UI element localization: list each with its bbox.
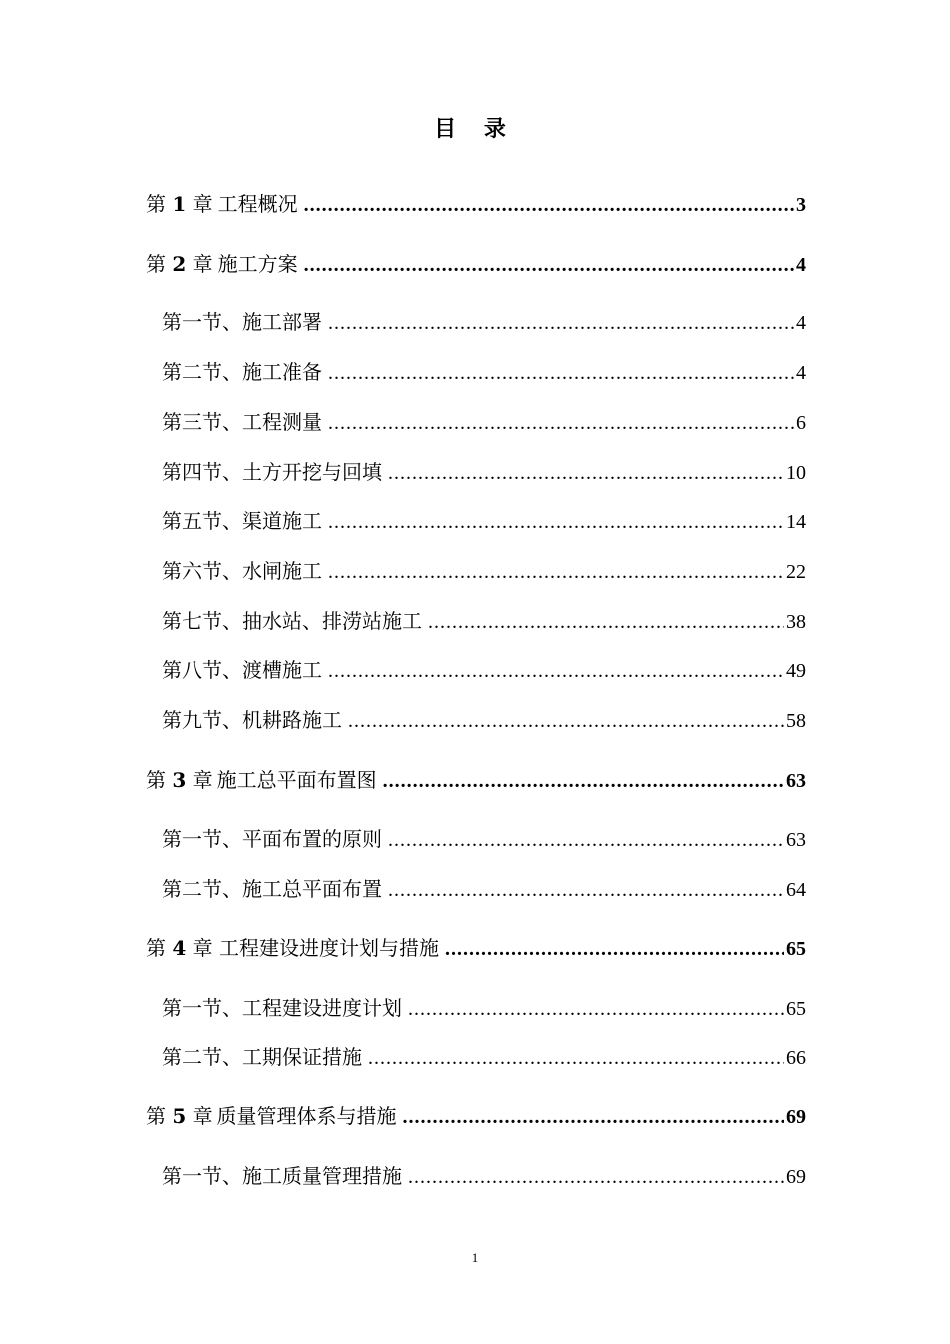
toc-entry-page: 49 — [786, 660, 806, 682]
dot-leader — [328, 358, 794, 388]
toc-section-entry[interactable] — [162, 993, 806, 1023]
toc-entry-label: 第二节、施工总平面布置 — [162, 877, 382, 901]
toc-entry-label: 第九节、机耕路施工 — [162, 708, 342, 732]
dot-leader — [328, 408, 794, 438]
dot-leader — [304, 190, 794, 220]
toc-entry-page: 14 — [786, 511, 806, 533]
toc-section-entry[interactable] — [162, 307, 806, 337]
toc-entry-page: 58 — [786, 710, 806, 732]
chapter-number: 第 1 章 — [146, 192, 213, 216]
toc-section-entry[interactable] — [162, 655, 806, 685]
dot-leader — [445, 934, 784, 964]
chapter-number: 第 3 章 — [146, 768, 213, 792]
toc-entry-page: 69 — [786, 1106, 806, 1128]
toc-entry-label: 第一节、施工部署 — [162, 310, 322, 334]
toc-entry-label: 第四节、土方开挖与回填 — [162, 460, 382, 484]
toc-chapter-entry[interactable] — [146, 1101, 806, 1131]
chapter-number: 第 4 章 — [146, 936, 213, 960]
dot-leader — [428, 607, 784, 637]
toc-entry-page: 4 — [796, 362, 806, 384]
toc-entry-page: 65 — [786, 938, 806, 960]
toc-chapter-entry[interactable] — [146, 765, 806, 795]
toc-entry-page: 63 — [786, 829, 806, 851]
toc-entry-label: 施工总平面布置图 — [216, 768, 377, 792]
toc-entry-label: 第二节、施工准备 — [162, 360, 322, 384]
page-title: 目 录 — [434, 117, 516, 142]
toc-chapter-entry[interactable] — [146, 933, 806, 963]
toc-section-entry[interactable] — [162, 556, 806, 586]
toc-entry-label: 第六节、水闸施工 — [162, 559, 322, 583]
toc-entry-page: 22 — [786, 561, 806, 583]
toc-entry-page: 4 — [796, 254, 806, 276]
dot-leader — [348, 706, 784, 736]
dot-leader — [383, 766, 784, 796]
toc-section-entry[interactable] — [162, 1161, 806, 1191]
toc-entry-label: 工程概况 — [217, 192, 298, 216]
toc-entry-label: 第八节、渡槽施工 — [162, 658, 322, 682]
toc-entry-label: 第五节、渠道施工 — [162, 509, 322, 533]
toc-entry-label: 第三节、工程测量 — [162, 410, 322, 434]
toc-entry-label: 第二节、工期保证措施 — [162, 1045, 362, 1069]
page-number: 1 — [471, 1250, 479, 1265]
toc-entry-page: 69 — [786, 1166, 806, 1188]
toc-section-entry[interactable] — [162, 606, 806, 636]
dot-leader — [388, 825, 784, 855]
dot-leader — [408, 994, 784, 1024]
toc-section-entry[interactable] — [162, 506, 806, 536]
chapter-number: 第 5 章 — [146, 1104, 213, 1128]
toc-entry-page: 38 — [786, 611, 806, 633]
toc-section-entry[interactable] — [162, 457, 806, 487]
dot-leader — [328, 656, 784, 686]
toc-section-entry[interactable] — [162, 824, 806, 854]
dot-leader — [368, 1043, 784, 1073]
toc-entry-label: 第一节、工程建设进度计划 — [162, 996, 402, 1020]
dot-leader — [304, 250, 794, 280]
toc-entry-page: 64 — [786, 879, 806, 901]
dot-leader — [388, 458, 784, 488]
chapter-number: 第 2 章 — [146, 252, 213, 276]
toc-entry-page: 10 — [786, 462, 806, 484]
toc-entry-page: 3 — [796, 194, 806, 216]
toc-entry-label: 工程建设进度计划与措施 — [218, 936, 439, 960]
toc-entry-page: 6 — [796, 412, 806, 434]
toc-entry-page: 4 — [796, 312, 806, 334]
toc-section-entry[interactable] — [162, 874, 806, 904]
toc-chapter-entry[interactable] — [146, 249, 806, 279]
toc-entry-page: 65 — [786, 998, 806, 1020]
toc-section-entry[interactable] — [162, 1042, 806, 1072]
toc-entry-label: 第一节、施工质量管理措施 — [162, 1164, 402, 1188]
toc-chapter-entry[interactable] — [146, 189, 806, 219]
dot-leader — [328, 557, 784, 587]
dot-leader — [408, 1162, 784, 1192]
toc-section-entry[interactable] — [162, 705, 806, 735]
dot-leader — [328, 308, 794, 338]
toc-entry-page: 63 — [786, 770, 806, 792]
toc-section-entry[interactable] — [162, 407, 806, 437]
toc-entry-label: 第一节、平面布置的原则 — [162, 827, 382, 851]
toc-entry-label: 质量管理体系与措施 — [216, 1104, 397, 1128]
dot-leader — [388, 875, 784, 905]
toc-entry-page: 66 — [786, 1047, 806, 1069]
dot-leader — [402, 1102, 784, 1132]
toc-entry-label: 施工方案 — [217, 252, 298, 276]
toc-section-entry[interactable] — [162, 357, 806, 387]
dot-leader — [328, 507, 784, 537]
toc-entry-label: 第七节、抽水站、排涝站施工 — [162, 609, 422, 633]
